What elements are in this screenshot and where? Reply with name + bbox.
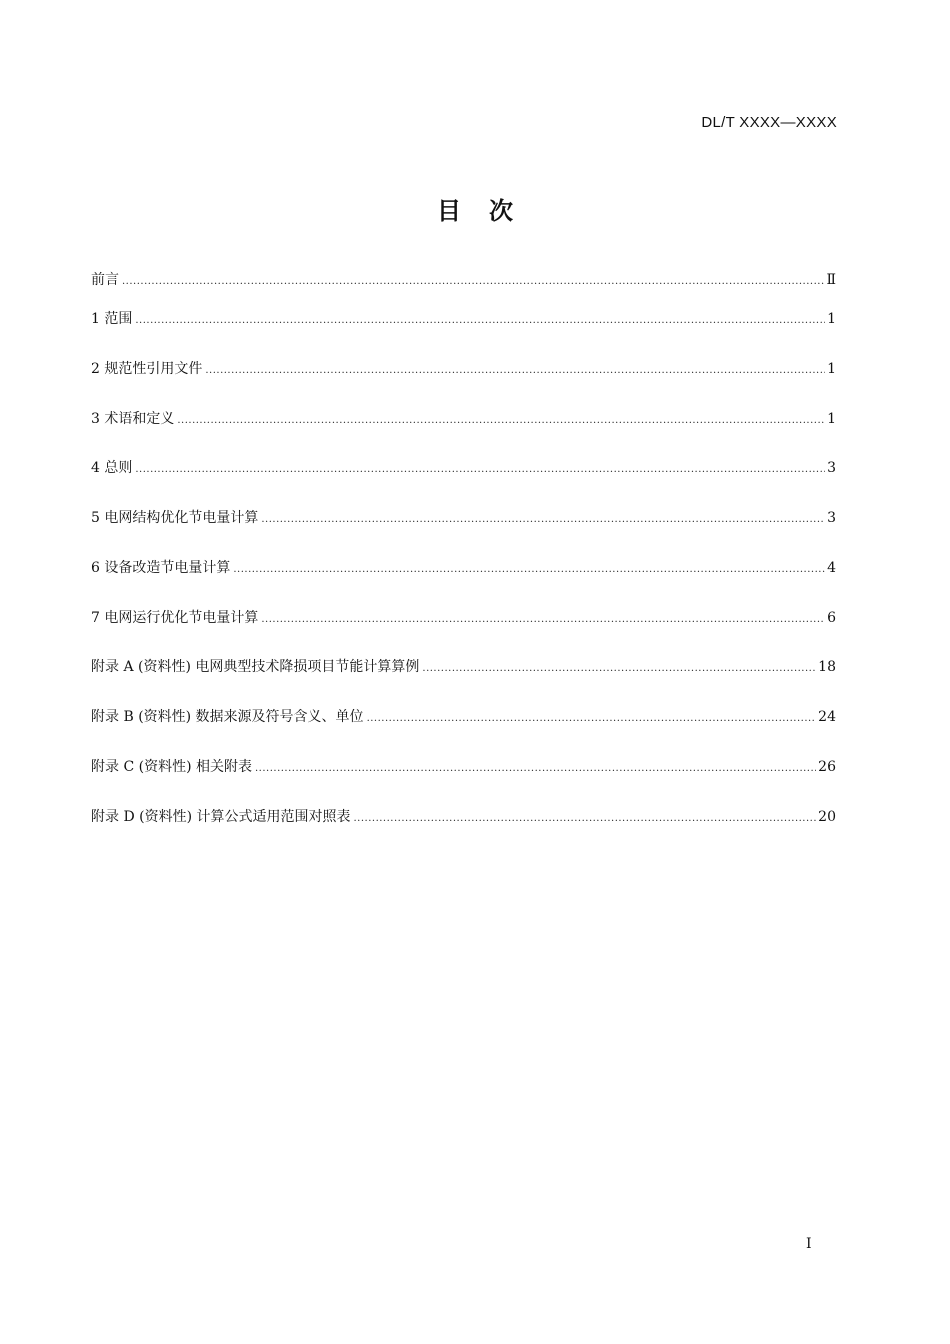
dot-leader	[233, 559, 825, 579]
page-number: I	[806, 1236, 812, 1252]
toc-entry-page: 3	[827, 510, 836, 526]
toc-entry-page: 4	[827, 560, 836, 576]
toc-entry-label: 附录 B (资料性) 数据来源及符号含义、单位	[91, 709, 364, 725]
toc-entry-scope[interactable]	[91, 308, 836, 330]
dot-leader	[367, 708, 817, 728]
toc-entry-label: 1 范围	[91, 311, 133, 327]
toc-entry-appendix-d[interactable]	[91, 806, 836, 828]
document-code: DL/T XXXX—XXXX	[701, 114, 837, 131]
toc-entry-normative-references[interactable]	[91, 358, 836, 380]
dot-leader	[261, 509, 825, 529]
dot-leader	[122, 271, 824, 291]
toc-entry-page: 26	[818, 759, 836, 775]
dot-leader	[261, 609, 825, 629]
toc-entry-page: 1	[827, 311, 836, 327]
toc-entry-appendix-c[interactable]	[91, 756, 836, 778]
dot-leader	[135, 310, 825, 330]
dot-leader	[205, 360, 825, 380]
toc-title: 目次	[437, 197, 541, 225]
toc-entry-label: 附录 C (资料性) 相关附表	[91, 759, 252, 775]
dot-leader	[255, 758, 816, 778]
toc-entry-label: 7 电网运行优化节电量计算	[91, 610, 259, 626]
toc-entry-page: Ⅱ	[826, 272, 836, 288]
toc-entry-label: 前言	[91, 272, 119, 288]
dot-leader	[422, 658, 816, 678]
toc-entry-label: 3 术语和定义	[91, 411, 175, 427]
toc-entry-page: 3	[827, 460, 836, 476]
toc-entry-label: 附录 A (资料性) 电网典型技术降损项目节能计算算例	[91, 659, 420, 675]
toc-entry-label: 6 设备改造节电量计算	[91, 560, 231, 576]
toc-entry-label: 2 规范性引用文件	[91, 361, 203, 377]
toc-entry-label: 附录 D (资料性) 计算公式适用范围对照表	[91, 809, 351, 825]
toc-entry-terms-definitions[interactable]	[91, 408, 836, 430]
toc-entry-page: 1	[827, 411, 836, 427]
toc-entry-page: 1	[827, 361, 836, 377]
toc-entry-page: 20	[818, 809, 836, 825]
toc-entry-label: 5 电网结构优化节电量计算	[91, 510, 259, 526]
toc-entry-page: 24	[818, 709, 836, 725]
toc-entry-foreword[interactable]	[91, 269, 836, 291]
dot-leader	[177, 410, 825, 430]
toc-entry-general[interactable]	[91, 457, 836, 479]
toc-entry-grid-operation[interactable]	[91, 607, 836, 629]
toc-entry-grid-structure[interactable]	[91, 507, 836, 529]
toc-entry-page: 6	[827, 610, 836, 626]
dot-leader	[354, 808, 817, 828]
toc-entry-page: 18	[818, 659, 836, 675]
dot-leader	[135, 459, 825, 479]
toc-entry-appendix-a[interactable]	[91, 656, 836, 678]
toc-entry-label: 4 总则	[91, 460, 133, 476]
toc-entry-equipment-retrofit[interactable]	[91, 557, 836, 579]
toc-entry-appendix-b[interactable]	[91, 706, 836, 728]
